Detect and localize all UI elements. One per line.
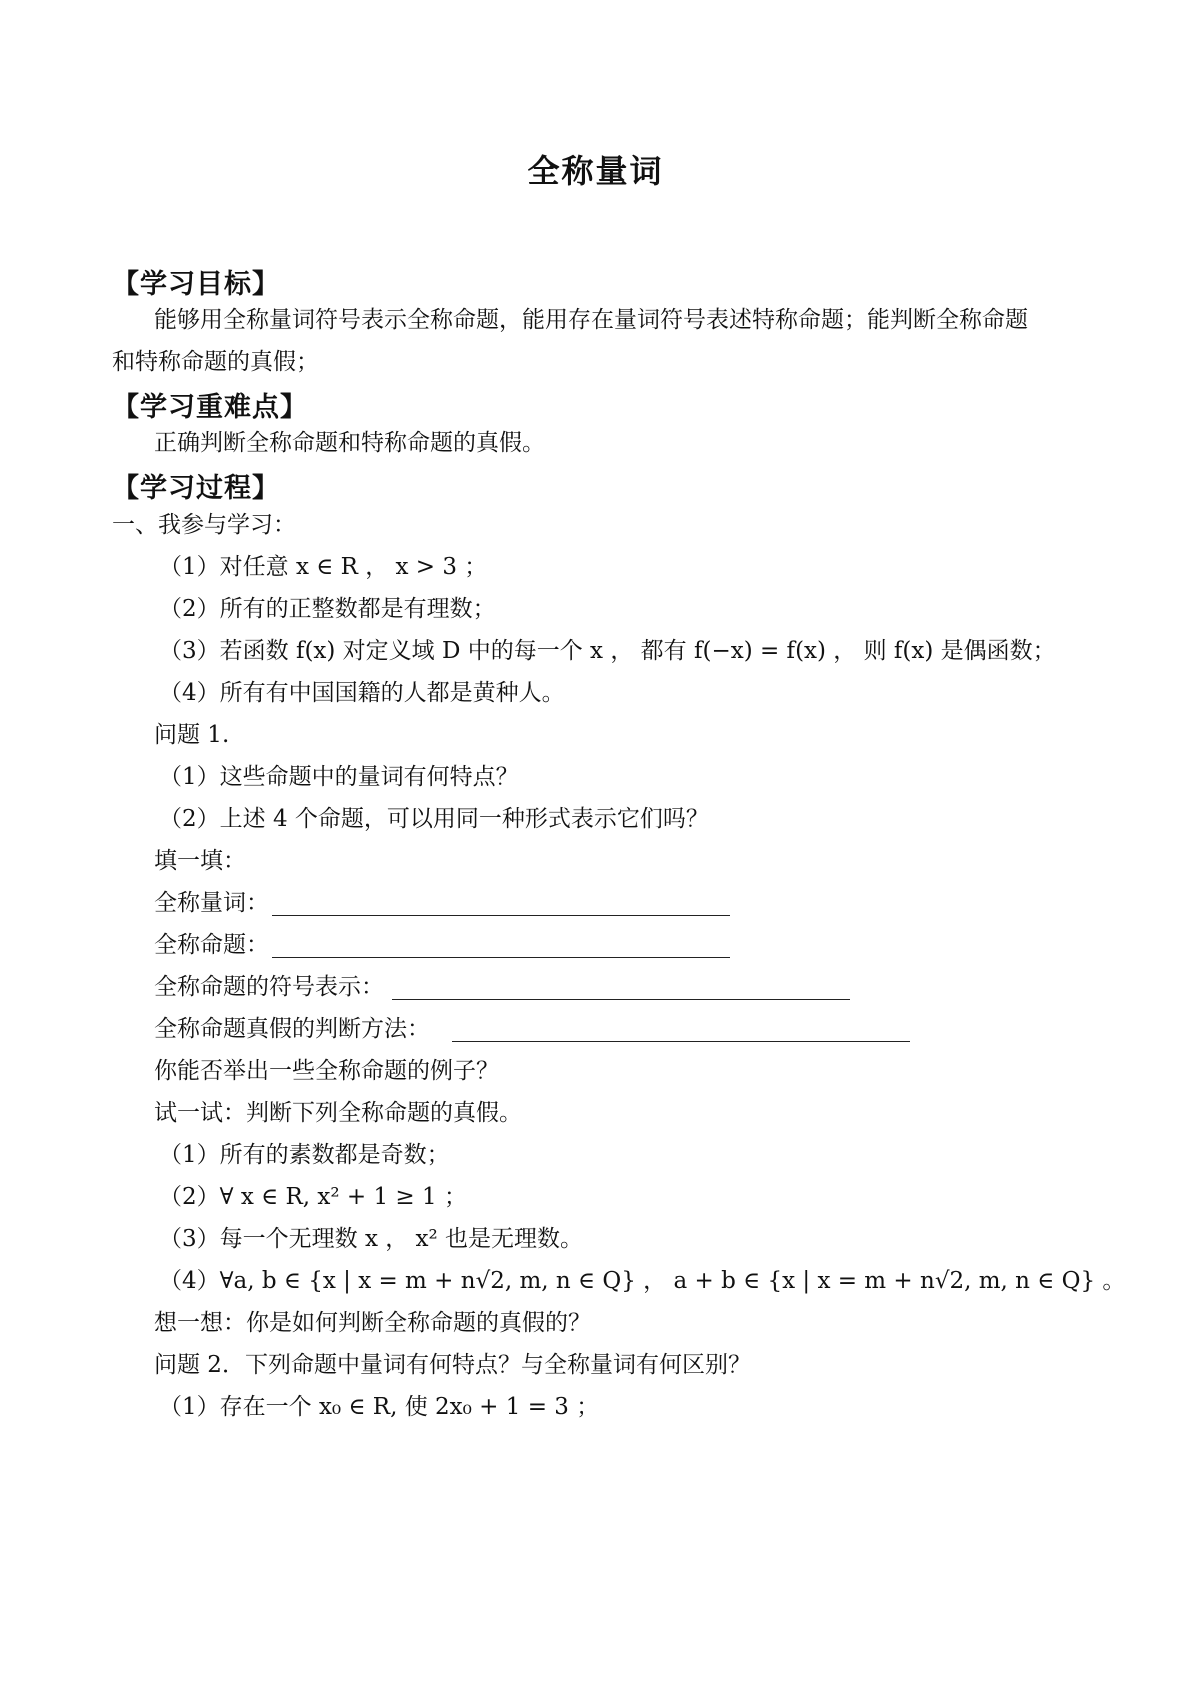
fill-heading: 填一填： bbox=[154, 848, 246, 874]
question-2-item: （1）存在一个 x₀ ∈ R, 使 2x₀ + 1 = 3 ； bbox=[159, 1394, 600, 1420]
question-1-item: （1）这些命题中的量词有何特点？ bbox=[159, 764, 519, 790]
page-title: 全称量词 bbox=[527, 152, 664, 190]
proposition-item: （1）对任意 x ∈ R ， x > 3 ； bbox=[159, 554, 488, 580]
fill-blank-method[interactable] bbox=[452, 1041, 910, 1042]
try-item: （1）所有的素数都是奇数； bbox=[159, 1142, 450, 1168]
key-points-text: 正确判断全称命题和特称命题的真假。 bbox=[154, 430, 545, 456]
goals-text-line-1: 能够用全称量词符号表示全称命题，能用存在量词符号表述特称命题；能判断全称命题 bbox=[154, 307, 1028, 333]
try-item: （3）每一个无理数 x ， x² 也是无理数。 bbox=[159, 1226, 584, 1252]
fill-blank-symbol[interactable] bbox=[392, 999, 850, 1000]
goals-text-line-2: 和特称命题的真假； bbox=[112, 349, 319, 375]
try-item: （4）∀a, b ∈ {x | x = m + n√2, m, n ∈ Q} ， a + b ∈ {x | x = m + n√2, m, n ∈ Q} 。 bbox=[159, 1268, 1126, 1294]
examples-prompt: 你能否举出一些全称命题的例子？ bbox=[154, 1058, 499, 1084]
try-item: （2）∀ x ∈ R, x² + 1 ≥ 1 ； bbox=[159, 1184, 467, 1210]
fill-label-proposition: 全称命题： bbox=[154, 932, 269, 958]
think-prompt: 想一想：你是如何判断全称命题的真假的？ bbox=[154, 1310, 591, 1336]
fill-label-method: 全称命题真假的判断方法： bbox=[154, 1016, 430, 1042]
goals-heading: 【学习目标】 bbox=[112, 269, 280, 300]
key-points-heading: 【学习重难点】 bbox=[112, 392, 308, 423]
fill-blank-quantifier[interactable] bbox=[272, 915, 730, 916]
fill-blank-proposition[interactable] bbox=[272, 957, 730, 958]
question-2-label: 问题 2．下列命题中量词有何特点？与全称量词有何区别？ bbox=[154, 1352, 751, 1378]
question-1-label: 问题 1. bbox=[154, 722, 230, 748]
proposition-item: （2）所有的正整数都是有理数； bbox=[159, 596, 496, 622]
fill-label-symbol: 全称命题的符号表示： bbox=[154, 974, 384, 1000]
part1-heading: 一、我参与学习： bbox=[112, 512, 296, 538]
process-heading: 【学习过程】 bbox=[112, 473, 280, 504]
proposition-item: （4）所有有中国国籍的人都是黄种人。 bbox=[159, 680, 565, 706]
question-1-item: （2）上述 4 个命题，可以用同一种形式表示它们吗？ bbox=[159, 806, 709, 832]
try-heading: 试一试：判断下列全称命题的真假。 bbox=[154, 1100, 522, 1126]
proposition-item: （3）若函数 f(x) 对定义域 D 中的每一个 x ， 都有 f(−x) = f(x) ， 则 f(x) 是偶函数； bbox=[159, 638, 1056, 664]
fill-label-quantifier: 全称量词： bbox=[154, 890, 269, 916]
